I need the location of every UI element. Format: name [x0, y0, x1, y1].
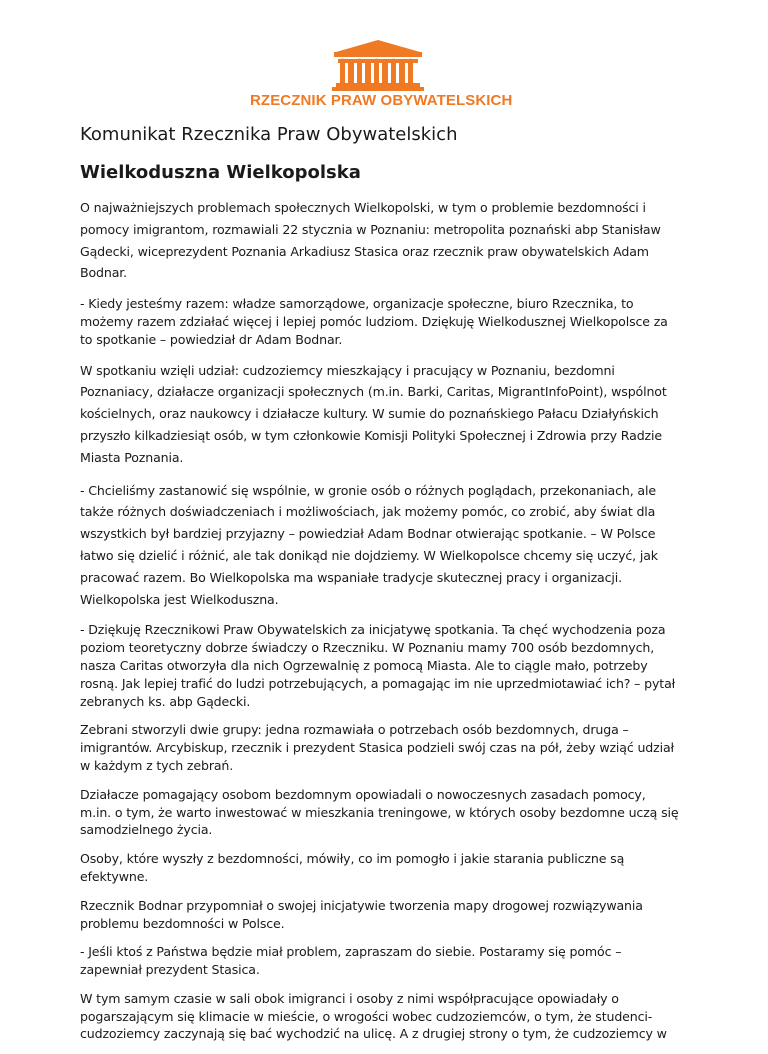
paragraph: - Jeśli ktoś z Państwa będzie miał problem, zapraszam do siebie. Postaramy się pomóc – zapewniał prezydent Stasica.: [80, 944, 622, 978]
paragraph: - Chcieliśmy zastanowić się wspólnie, w gronie osób o różnych poglądach, przekonaniach, ale także różnych doświadczeniach i możliwościach, jak możemy pomóc, co zrobić, aby świat dla wszystkich był bardziej przyjazny – powiedział Adam Bodnar otwierając spotkanie. – W Polsce łatwo się dzielić i różnić, ale tak donikąd nie dojdziemy. W Wielkopolsce chcemy się uczyć, jak pracować razem. Bo Wielkopolska ma wspaniałe tradycje skutecznej pracy i organizacji. Wielkopolska jest Wielkoduszna.: [80, 482, 658, 607]
paragraph: Osoby, które wyszły z bezdomności, mówiły, co im pomogło i jakie starania publiczne są efektywne.: [80, 851, 625, 884]
paragraph: W tym samym czasie w sali obok imigranci i osoby z nimi współpracujące opowiadały o pogarszającym się klimacie w mieście, o wrogości wobec cudzoziemców, o tym, że studenci-cudzoziemcy zaczynają się bać wychodzić na ulicę. A z drugiej strony o tym, że cudzoziemcy w: [80, 990, 667, 1042]
institution-building-icon: [250, 38, 506, 94]
paragraph: O najważniejszych problemach społecznych Wielkopolski, w tym o problemie bezdomności i pomocy imigrantom, rozmawiali 22 stycznia w Poznaniu: metropolita poznański abp Stanisław Gądecki, wiceprezydent Poznania Arkadiusz Stasica oraz rzecznik praw obywatelskich Adam Bodnar.: [80, 200, 661, 281]
paragraph: Zebrani stworzyli dwie grupy: jedna rozmawiała o potrzebach osób bezdomnych, druga – imigrantów. Arcybiskup, rzecznik i prezydent Stasica podzieli swój czas na pół, żeby wziąć udział w każdym z tych zebrań.: [80, 722, 674, 773]
paragraph: Rzecznik Bodnar przypomniał o swojej inicjatywie tworzenia mapy drogowej rozwiązywania problemu bezdomności w Polsce.: [80, 897, 643, 931]
paragraph: - Dziękuję Rzecznikowi Praw Obywatelskich za inicjatywę spotkania. Ta chęć wychodzenia poza poziom teoretyczny dobrze świadczy o Rzeczniku. W Poznaniu mamy 700 osób bezdomnych, nasza Caritas otworzyła dla nich Ogrzewalnię z pomocą Miasta. Ale to ciągle mało, potrzeby rosną. Jak lepiej trafić do ludzi potrzebujących, a pomagając im nie uprzedmiotawiać ich? – pytał zebranych ks. abp Gądecki.: [80, 622, 676, 709]
paragraph: W spotkaniu wzięli udział: cudzoziemcy mieszkający i pracujący w Poznaniu, bezdomni Poznaniacy, działacze organizacji społecznych (m.in. Barki, Caritas, MigrantInfoPoint), wspólnot kościelnych, oraz naukowcy i działacze kultury. W sumie do poznańskiego Pałacu Działyńskich przyszło kilkadziesiąt osób, w tym członkowie Komisji Polityki Społecznej i Zdrowia przy Radzie Miasta Poznania.: [80, 362, 667, 465]
document-title: Wielkoduszna Wielkopolska: [80, 162, 361, 183]
document-body: [80, 124, 680, 1054]
rpo-logo: [250, 38, 513, 110]
document-kicker: Komunikat Rzecznika Praw Obywatelskich: [80, 124, 458, 145]
paragraph: Działacze pomagający osobom bezdomnym opowiadali o nowoczesnych zasadach pomocy, m.in. o tym, że warto inwestować w mieszkania treningowe, w których osoby bezdomne uczą się samodzielnego życia.: [80, 786, 679, 838]
logo-wordmark: RZECZNIK PRAW OBYWATELSKICH: [250, 92, 513, 109]
paragraph: - Kiedy jesteśmy razem: władze samorządowe, organizacje społeczne, biuro Rzecznika, to możemy razem zdziałać więcej i lepiej pomóc ludziom. Dziękuję Wielkodusznej Wielkopolsce za to spotkanie – powiedział dr Adam Bodnar.: [80, 296, 668, 347]
